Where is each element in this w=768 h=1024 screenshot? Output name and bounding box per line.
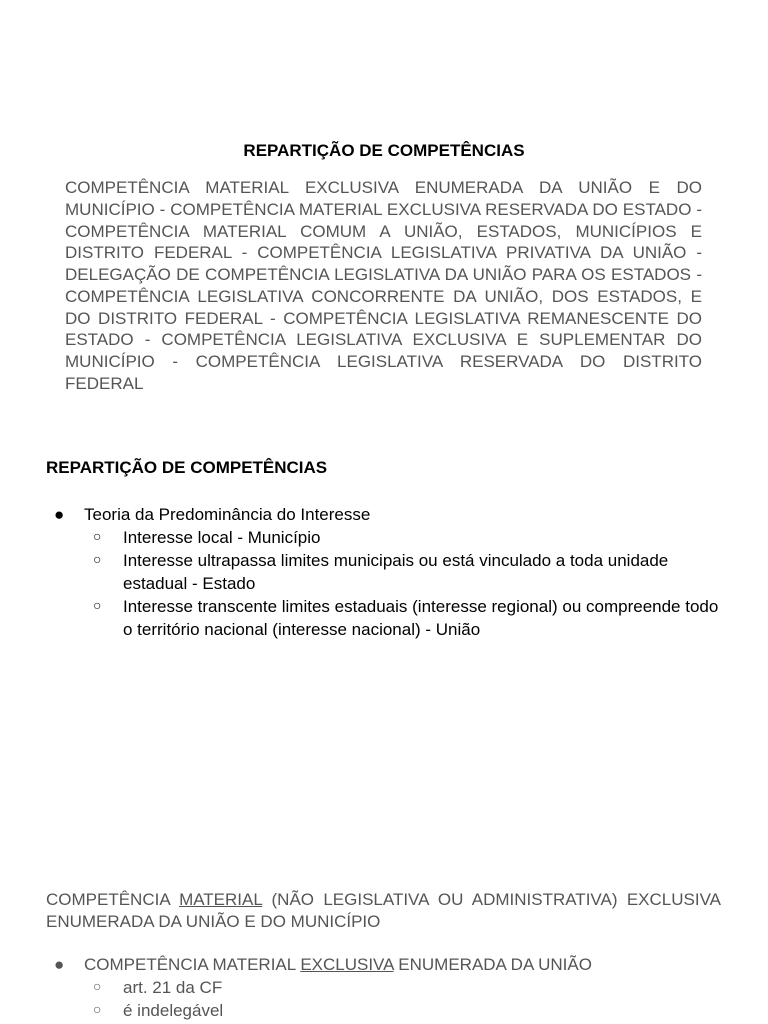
sub-list-item xyxy=(46,549,726,595)
list-item-text-part: COMPETÊNCIA MATERIAL xyxy=(84,955,301,974)
sub-list-item xyxy=(46,976,726,999)
bullet-hollow-icon: ○ xyxy=(93,1001,102,1017)
bullet-filled-icon: ● xyxy=(54,505,65,524)
sub-list-item-text: Interesse transcente limites estaduais (interesse regional) ou compreende todo o território nacional (interesse nacional) - União xyxy=(123,597,719,639)
bullet-list-theory xyxy=(46,503,726,641)
underlined-term: EXCLUSIVA xyxy=(300,955,394,974)
bullet-hollow-icon: ○ xyxy=(93,597,102,613)
list-item-text: Teoria da Predominância do Interesse xyxy=(84,505,371,524)
list-item xyxy=(46,953,726,976)
underlined-term: MATERIAL xyxy=(179,890,263,909)
sub-list-item xyxy=(46,595,726,641)
summary-paragraph: COMPETÊNCIA MATERIAL EXCLUSIVA ENUMERADA DA UNIÃO E DO MUNICÍPIO - COMPETÊNCIA MATERIAL EXCLUSIVA RESERVADA DO ESTADO - COMPETÊNCIA MATERIAL COMUM A UNIÃO, ESTADOS, MUNICÍPIOS E DISTRITO FEDERAL - COMPETÊNCIA LEGISLATIVA PRIVATIVA DA UNIÃO - DELEGAÇÃO DE COMPETÊNCIA LEGISLATIVA DA UNIÃO PARA OS ESTADOS - COMPETÊNCIA LEGISLATIVA CONCORRENTE DA UNIÃO, DOS ESTADOS, E DO DISTRITO FEDERAL - COMPETÊNCIA LEGISLATIVA REMANESCENTE DO ESTADO - COMPETÊNCIA LEGISLATIVA EXCLUSIVA E SUPLEMENTAR DO MUNICÍPIO - COMPETÊNCIA LEGISLATIVA RESERVADA DO DISTRITO FEDERAL xyxy=(65,178,702,393)
paragraph-text: (NÃO LEGISLATIVA OU ADMINISTRATIVA) EXCLUSIVA ENUMERADA DA UNIÃO E DO MUNICÍPIO xyxy=(46,890,721,931)
bullet-list-exclusive xyxy=(46,953,726,1022)
sub-list-item-text: é indelegável xyxy=(123,1001,224,1020)
bullet-hollow-icon: ○ xyxy=(93,551,102,567)
bullet-filled-icon: ● xyxy=(54,955,65,974)
bullet-hollow-icon: ○ xyxy=(93,528,102,544)
list-item-text xyxy=(84,955,592,974)
sub-list-item-text: Interesse ultrapassa limites municipais ou está vinculado a toda unidade estadual - Estado xyxy=(123,551,669,593)
sub-list-item-text: art. 21 da CF xyxy=(123,978,223,997)
sub-list-item xyxy=(46,999,726,1022)
list-item-text-part: ENUMERADA DA UNIÃO xyxy=(393,955,592,974)
sub-list-item-text: Interesse local - Município xyxy=(123,528,321,547)
list-item xyxy=(46,503,726,526)
bullet-hollow-icon: ○ xyxy=(93,978,102,994)
material-competence-paragraph xyxy=(46,889,721,933)
section-heading: REPARTIÇÃO DE COMPETÊNCIAS xyxy=(46,458,328,477)
paragraph-text: COMPETÊNCIA xyxy=(46,890,180,909)
page-title: REPARTIÇÃO DE COMPETÊNCIAS xyxy=(243,141,525,160)
sub-list-item xyxy=(46,526,726,549)
